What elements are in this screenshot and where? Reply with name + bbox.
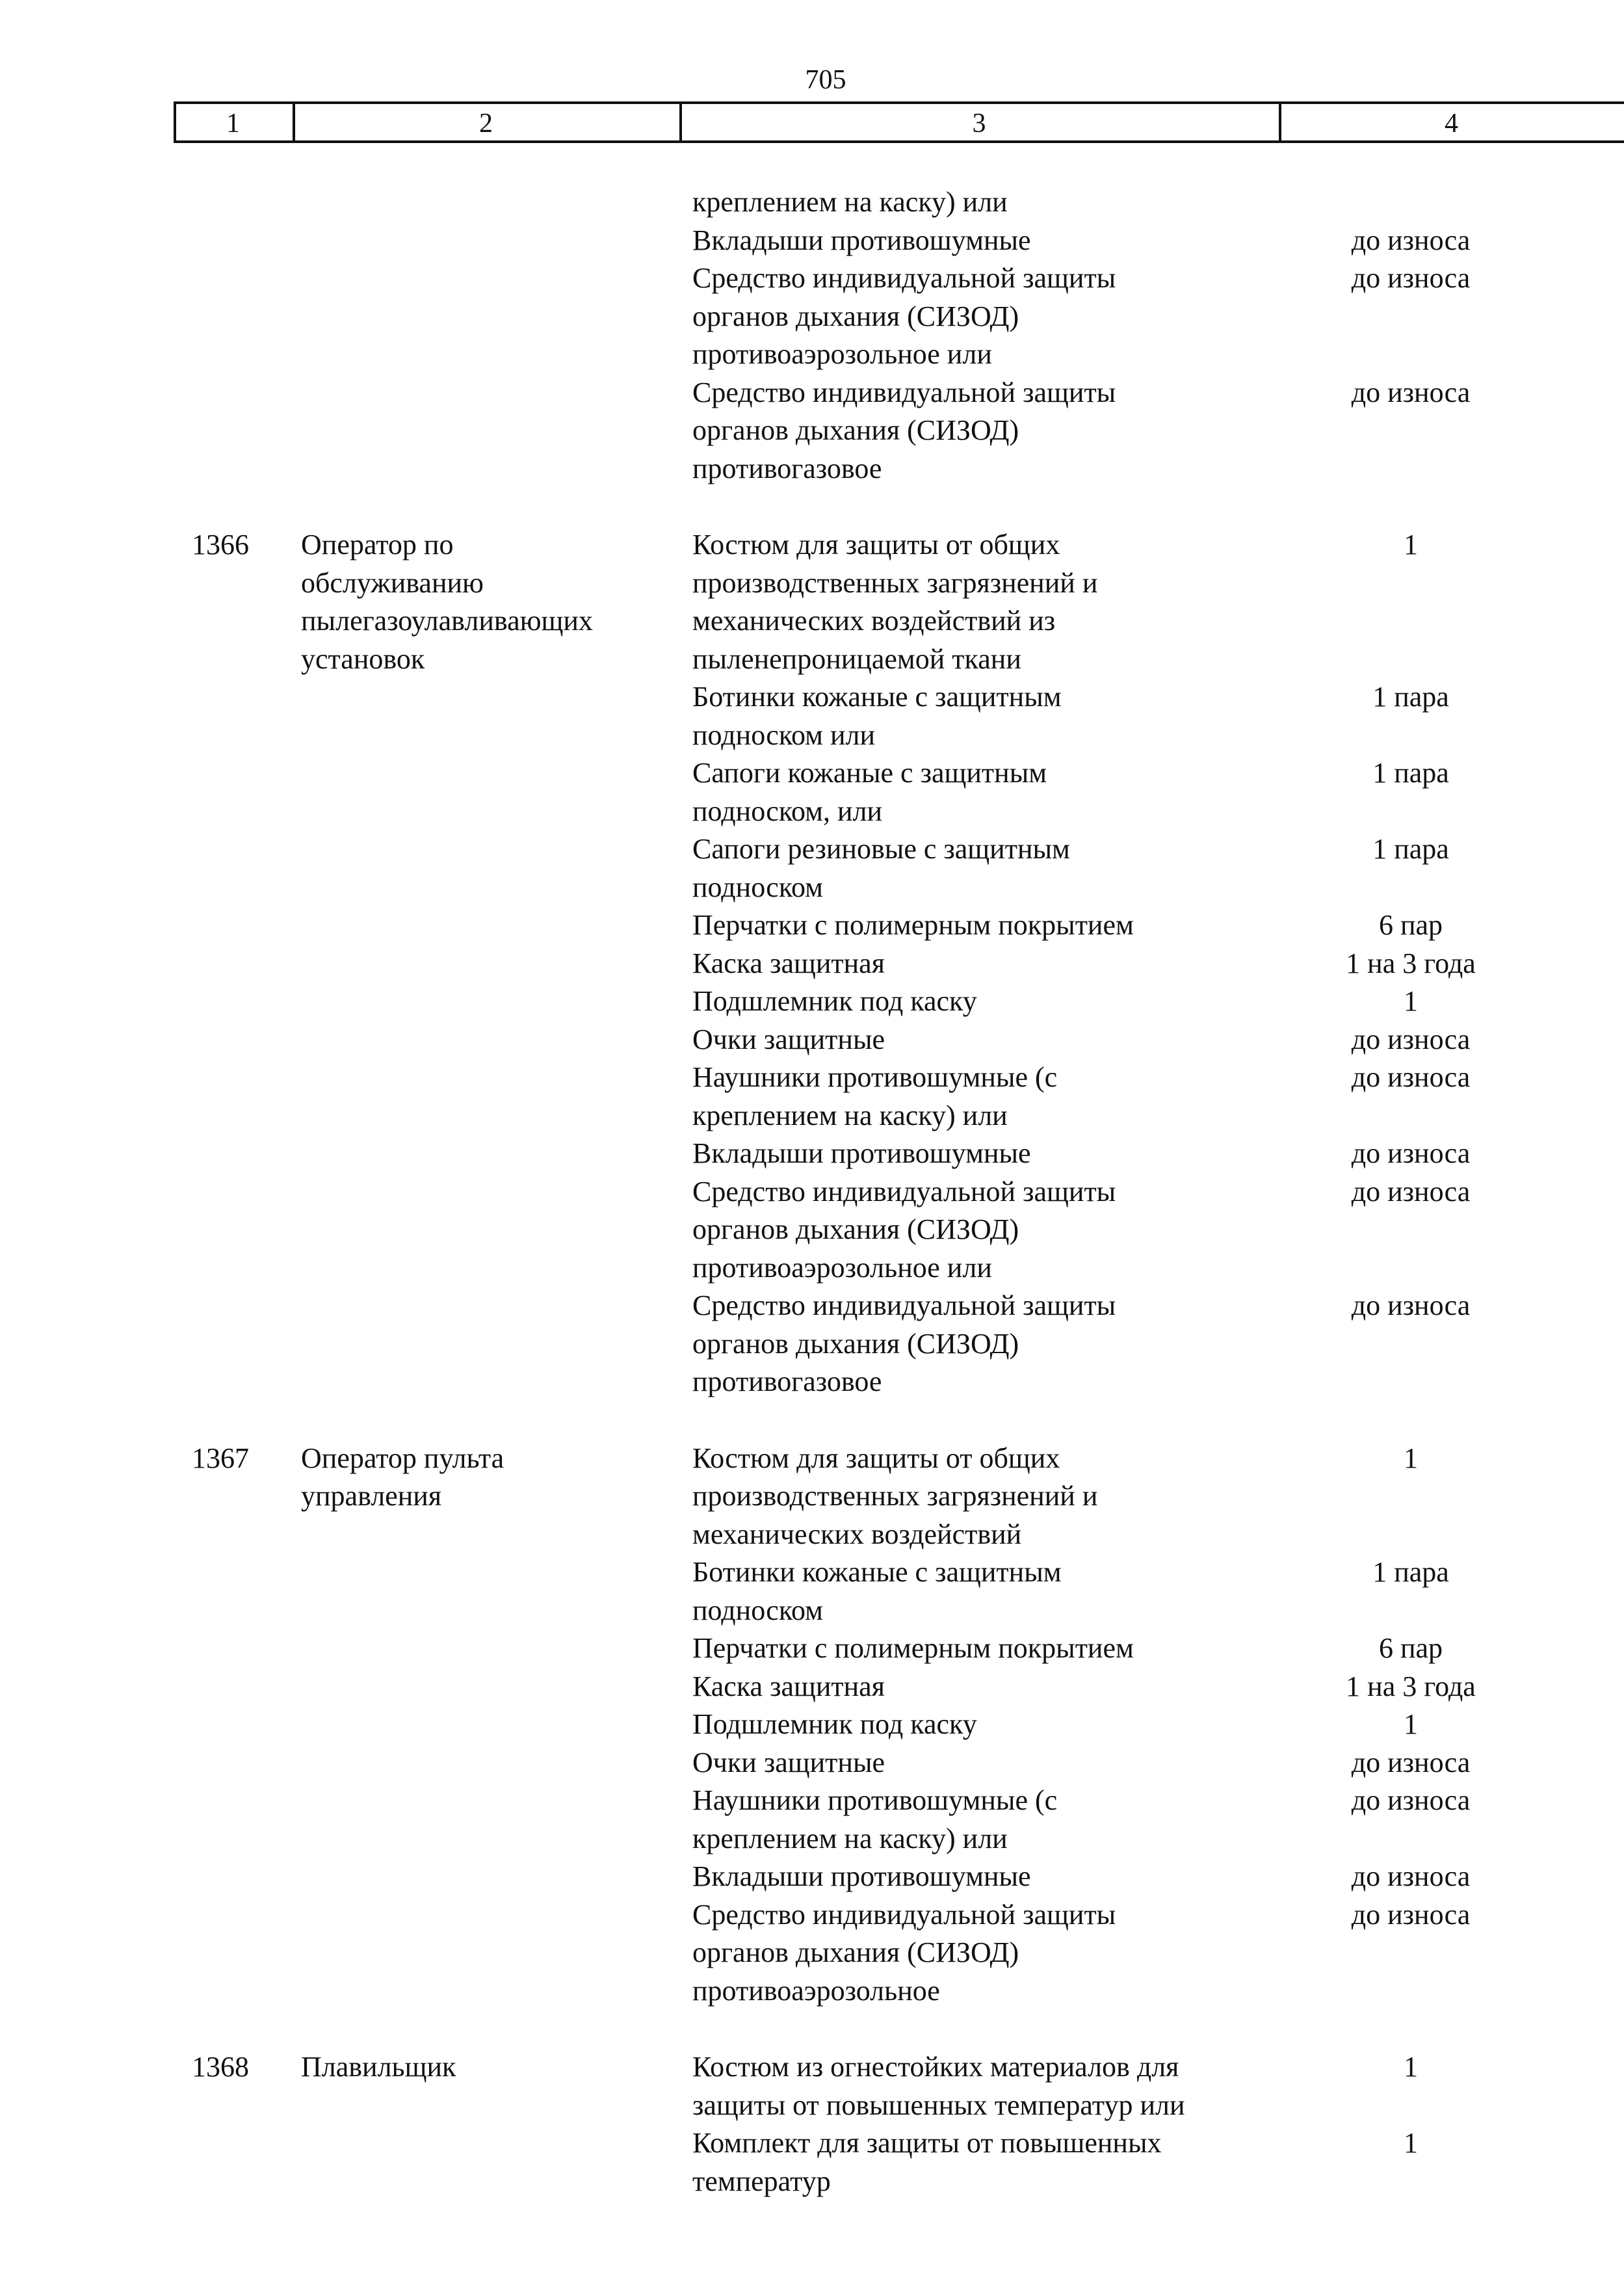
text-line: Перчатки с полимерным покрытием (692, 1632, 1134, 1664)
text-line: Комплект для защиты от повышенных (692, 2127, 1162, 2159)
text-line: органов дыхания (СИЗОД) (692, 414, 1019, 446)
text-line: противогазовое (692, 452, 882, 484)
text-line: креплением на каску) или (692, 1822, 1008, 1854)
text-line: установок (301, 642, 425, 675)
text-line: органов дыхания (СИЗОД) (692, 1213, 1019, 1245)
text-line: Вкладыши противошумные (692, 224, 1031, 256)
text-line: противогазовое (692, 1366, 882, 1397)
item-name (692, 1858, 1277, 1896)
text-line: Сапоги кожаные с защитным (692, 757, 1047, 789)
text-line: подноском (692, 871, 823, 903)
text-line: Сапоги резиновые с защитным (692, 833, 1070, 865)
page-number: 705 (805, 65, 846, 95)
header-col-3: 3 (972, 109, 986, 139)
text-line: Очки защитные (692, 1746, 885, 1778)
text-line: органов дыхания (СИЗОД) (692, 1936, 1019, 1968)
item-norm: до износа (1351, 1898, 1471, 1931)
item-name (692, 1896, 1277, 2011)
item-norm: до износа (1351, 1061, 1471, 1093)
text-line: пылегазоулавливающих (301, 605, 593, 637)
text-line: Костюм из огнестойких материалов для (692, 2051, 1179, 2083)
item-norm: до износа (1351, 1860, 1471, 1892)
entry-number: 1368 (192, 2051, 249, 2083)
text-line: Очки защитные (692, 1023, 885, 1055)
profession-name (301, 2048, 665, 2087)
header-col-4: 4 (1445, 109, 1458, 139)
text-line: механических воздействий из (692, 605, 1056, 637)
item-name (692, 526, 1277, 678)
text-line: Средство индивидуальной защиты (692, 1175, 1116, 1207)
item-norm: 1 пара (1372, 833, 1449, 865)
text-line: подноском (692, 1594, 823, 1626)
item-name (692, 1630, 1277, 1668)
text-line: противоаэрозольное (692, 1974, 940, 2007)
text-line: Оператор по (301, 529, 454, 561)
text-line: Костюм для защиты от общих (692, 529, 1060, 561)
item-norm: 1 (1404, 1442, 1418, 1474)
item-name (692, 259, 1277, 374)
text-line: Вкладыши противошумные (692, 1137, 1031, 1169)
item-norm: до износа (1351, 1746, 1471, 1778)
text-line: управления (301, 1480, 442, 1512)
text-line: Подшлемник под каску (692, 1708, 977, 1740)
text-line: температур (692, 2165, 831, 2197)
text-line: Каска защитная (692, 947, 885, 979)
item-name (692, 374, 1277, 488)
text-line: креплением на каску) или (692, 186, 1008, 218)
item-name (692, 1782, 1277, 1858)
item-name (692, 1706, 1277, 1744)
item-name (692, 1287, 1277, 1401)
item-norm: до износа (1351, 376, 1471, 408)
text-line: механических воздействий (692, 1518, 1022, 1550)
item-norm: 1 пара (1372, 681, 1449, 713)
text-line: пыленепроницаемой ткани (692, 642, 1021, 675)
item-norm: 1 на 3 года (1346, 947, 1476, 979)
text-line: Ботинки кожаные с защитным (692, 1556, 1062, 1588)
header-col-1: 1 (226, 109, 240, 139)
text-line: Каска защитная (692, 1670, 885, 1702)
item-name (692, 1135, 1277, 1173)
item-name (692, 183, 1277, 222)
item-name (692, 2048, 1277, 2124)
text-line: Средство индивидуальной защиты (692, 376, 1116, 408)
text-line: производственных загрязнений и (692, 566, 1098, 599)
profession-name (301, 526, 665, 678)
text-line: Средство индивидуальной защиты (692, 262, 1116, 294)
item-norm: 1 пара (1372, 1556, 1449, 1588)
text-line: Средство индивидуальной защиты (692, 1898, 1116, 1931)
item-name (692, 2124, 1277, 2200)
text-line: противоаэрозольное или (692, 1251, 992, 1284)
item-name (692, 1440, 1277, 1554)
item-norm: 1 (1404, 1708, 1418, 1740)
item-name (692, 945, 1277, 983)
item-norm: до износа (1351, 1784, 1471, 1816)
item-norm: до износа (1351, 1289, 1471, 1321)
item-name (692, 222, 1277, 260)
text-line: Вкладыши противошумные (692, 1860, 1031, 1892)
profession-name (301, 1440, 665, 1516)
text-line: Костюм для защиты от общих (692, 1442, 1060, 1474)
header-col-2: 2 (479, 109, 493, 139)
item-norm: 1 на 3 года (1346, 1670, 1476, 1702)
text-line: противоаэрозольное или (692, 338, 992, 370)
item-name (692, 830, 1277, 906)
text-line: Наушники противошумные (с (692, 1061, 1058, 1093)
text-line: Ботинки кожаные с защитным (692, 681, 1062, 713)
item-name (692, 906, 1277, 945)
item-name (692, 1021, 1277, 1059)
text-line: органов дыхания (СИЗОД) (692, 300, 1019, 332)
item-norm: 6 пар (1378, 1632, 1443, 1664)
item-name (692, 754, 1277, 830)
item-norm: 6 пар (1378, 909, 1443, 941)
text-line: Подшлемник под каску (692, 985, 977, 1017)
text-line: Оператор пульта (301, 1442, 504, 1474)
item-norm: 1 (1404, 2051, 1418, 2083)
item-norm: до износа (1351, 1175, 1471, 1207)
entry-number: 1367 (192, 1442, 249, 1474)
entry-number: 1366 (192, 529, 249, 561)
text-line: обслуживанию (301, 566, 484, 599)
text-line: подноском или (692, 719, 876, 751)
item-name (692, 1744, 1277, 1782)
item-name (692, 1059, 1277, 1135)
text-line: Наушники противошумные (с (692, 1784, 1058, 1816)
item-norm: до износа (1351, 224, 1471, 256)
text-line: подноском, или (692, 795, 883, 827)
item-name (692, 678, 1277, 754)
item-norm: до износа (1351, 262, 1471, 294)
item-norm: 1 пара (1372, 757, 1449, 789)
text-line: Средство индивидуальной защиты (692, 1289, 1116, 1321)
item-norm: 1 (1404, 529, 1418, 561)
text-line: креплением на каску) или (692, 1099, 1008, 1131)
text-line: производственных загрязнений и (692, 1480, 1098, 1512)
item-norm: до износа (1351, 1023, 1471, 1055)
item-name (692, 1668, 1277, 1706)
text-line: органов дыхания (СИЗОД) (692, 1327, 1019, 1360)
item-name (692, 1173, 1277, 1287)
text-line: защиты от повышенных температур или (692, 2089, 1185, 2121)
item-name (692, 983, 1277, 1021)
item-norm: до износа (1351, 1137, 1471, 1169)
item-name (692, 1553, 1277, 1630)
text-line: Плавильщик (301, 2051, 456, 2083)
text-line: Перчатки с полимерным покрытием (692, 909, 1134, 941)
item-norm: 1 (1404, 985, 1418, 1017)
table-header (174, 101, 1624, 143)
item-norm: 1 (1404, 2127, 1418, 2159)
